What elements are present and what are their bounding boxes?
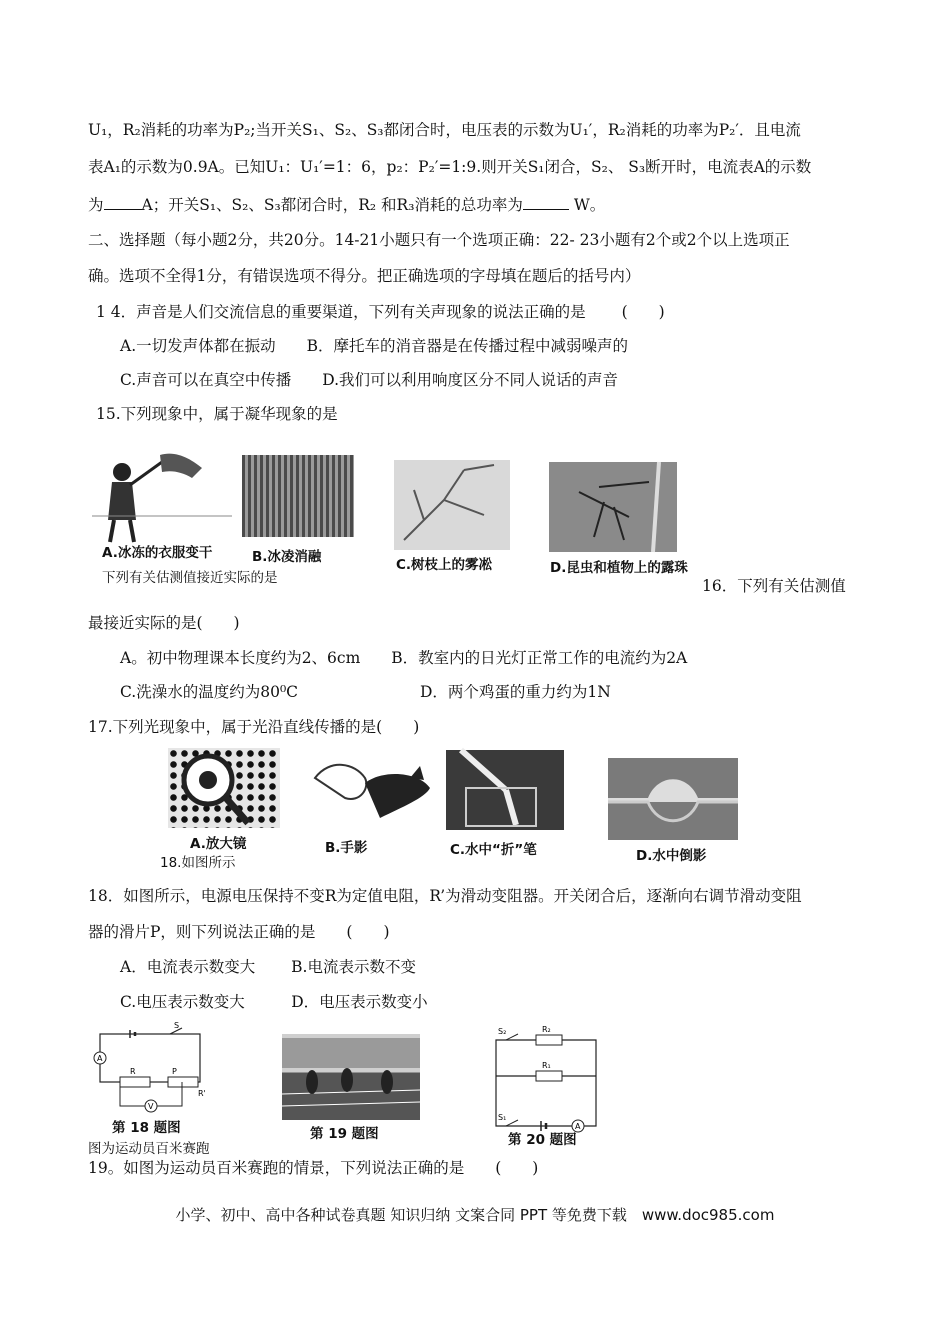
question-18-options-cd: C.电压表示数变大 D．电压表示数变小	[120, 993, 428, 1011]
ammeter-label: A	[575, 1122, 581, 1131]
text-line: U₁，R₂消耗的功率为P₂;当开关S₁、S₂、S₃都闭合时，电压表的示数为U₁′，R₂消耗的功率为P₂′．且电流	[88, 121, 801, 139]
question-17-stem: 17.下列光现象中，属于光沿直线传播的是( )	[88, 718, 420, 736]
text-fragment: W。	[568, 196, 606, 214]
question-19-stem: 19。如图为运动员百米赛跑的情景，下列说法正确的是 ( )	[88, 1159, 539, 1177]
figure-19-caption: 第 19 题图	[310, 1126, 379, 1142]
question-16-option-d: D．两个鸡蛋的重力约为1N	[420, 683, 611, 701]
caption-b: B.冰凌消融	[252, 549, 322, 565]
circuit-label: S₁	[498, 1113, 507, 1122]
pencil-in-water-photo	[446, 750, 564, 830]
circuit-18-diagram	[90, 1021, 215, 1114]
circuit-label: S	[174, 1021, 180, 1030]
question-18-stem-cont: 器的滑片P，则下列说法正确的是 ( )	[88, 923, 390, 941]
figure-18-caption: 第 18 题图	[112, 1120, 181, 1136]
question-15-stem: 15.下列现象中，属于凝华现象的是	[96, 405, 338, 423]
text-line-fill	[88, 194, 605, 215]
question-18-options-ab: A．电流表示数变大 B.电流表示数不变	[120, 958, 416, 976]
voltmeter-label: V	[148, 1102, 154, 1111]
cut-off-text: 18.如图所示	[160, 855, 236, 871]
question-15-figures	[92, 450, 692, 586]
magnifier-photo	[168, 748, 280, 828]
figure-20-caption: 第 20 题图	[508, 1132, 577, 1148]
caption-c: C.树枝上的雾凇	[396, 557, 493, 573]
question-14-stem: 1 4．声音是人们交流信息的重要渠道，下列有关声现象的说法正确的是 ( )	[96, 303, 665, 321]
circuit-label: P	[172, 1067, 177, 1076]
circuit-label: R₁	[542, 1061, 551, 1070]
rime-photo	[394, 460, 510, 550]
answer-blank[interactable]	[523, 194, 569, 210]
section-heading-cont: 确。选项不全得1分，有错误选项不得分。把正确选项的字母填在题后的括号内）	[88, 267, 641, 285]
race-photo	[282, 1034, 420, 1120]
circuit-label: R	[130, 1067, 136, 1076]
question-18-stem: 18．如图所示，电源电压保持不变R为定值电阻，R’为滑动变阻器。开关闭合后，逐渐向右调节滑动变阻	[88, 887, 802, 905]
cut-off-text: 下列有关估测值接近实际的是	[102, 570, 278, 586]
caption-d: D.水中倒影	[636, 848, 707, 864]
dewdrop-photo	[549, 462, 677, 552]
question-14-options-cd: C.声音可以在真空中传播 D.我们可以利用响度区分不同人说话的声音	[120, 371, 619, 389]
page-footer: 小学、初中、高中各种试卷真题 知识归纳 文案合同 PPT 等免费下载 www.doc985.com	[175, 1206, 775, 1224]
section-heading: 二、选择题（每小题2分，共20分。14-21小题只有一个选项正确：22- 23小题有2个或2个以上选项正	[88, 231, 790, 249]
caption-b: B.手影	[325, 840, 368, 856]
text-line: 表A₁的示数为0.9A。已知U₁：U₁′=1：6，p₂：P₂′=1:9.则开关S₁闭合，S₂、 S₃断开时，电流表A的示数	[88, 158, 812, 176]
ammeter-label: A	[97, 1054, 103, 1063]
circuit-label: S₂	[498, 1027, 507, 1036]
question-17-figures	[160, 746, 750, 871]
question-14-options-ab: A.一切发声体都在振动 B．摩托车的消音器是在传播过程中减弱噪声的	[120, 337, 629, 355]
answer-blank[interactable]	[104, 194, 142, 210]
caption-a: A.冰冻的衣服变干	[102, 545, 213, 561]
text-fragment: A；开关S₁、S₂、S₃都闭合时，R₂ 和R₃消耗的总功率为	[141, 196, 523, 214]
figures-18-20	[86, 1020, 626, 1157]
cut-off-text: 图为运动员百米赛跑	[88, 1141, 210, 1157]
question-16-option-c: C.洗澡水的温度约为80⁰C	[120, 683, 299, 701]
caption-c: C.水中“折”笔	[450, 842, 537, 858]
hand-shadow-figure	[310, 748, 450, 830]
question-16-stem-cont: 最接近实际的是( )	[88, 614, 240, 632]
caption-a: A.放大镜	[190, 836, 247, 852]
circuit-20-diagram	[486, 1025, 611, 1131]
caption-d: D.昆虫和植物上的露珠	[550, 560, 688, 576]
question-16-stem: 16．下列有关估测值	[702, 577, 846, 595]
circuit-label: R₂	[542, 1025, 551, 1034]
icicle-photo	[242, 455, 354, 537]
bridge-reflection-photo	[608, 758, 738, 840]
circuit-label: R'	[198, 1089, 206, 1098]
question-16-options-ab: A。初中物理课本长度约为2、6cm B．教室内的日光灯正常工作的电流约为2A	[120, 649, 688, 667]
text-fragment: 为	[88, 196, 104, 214]
